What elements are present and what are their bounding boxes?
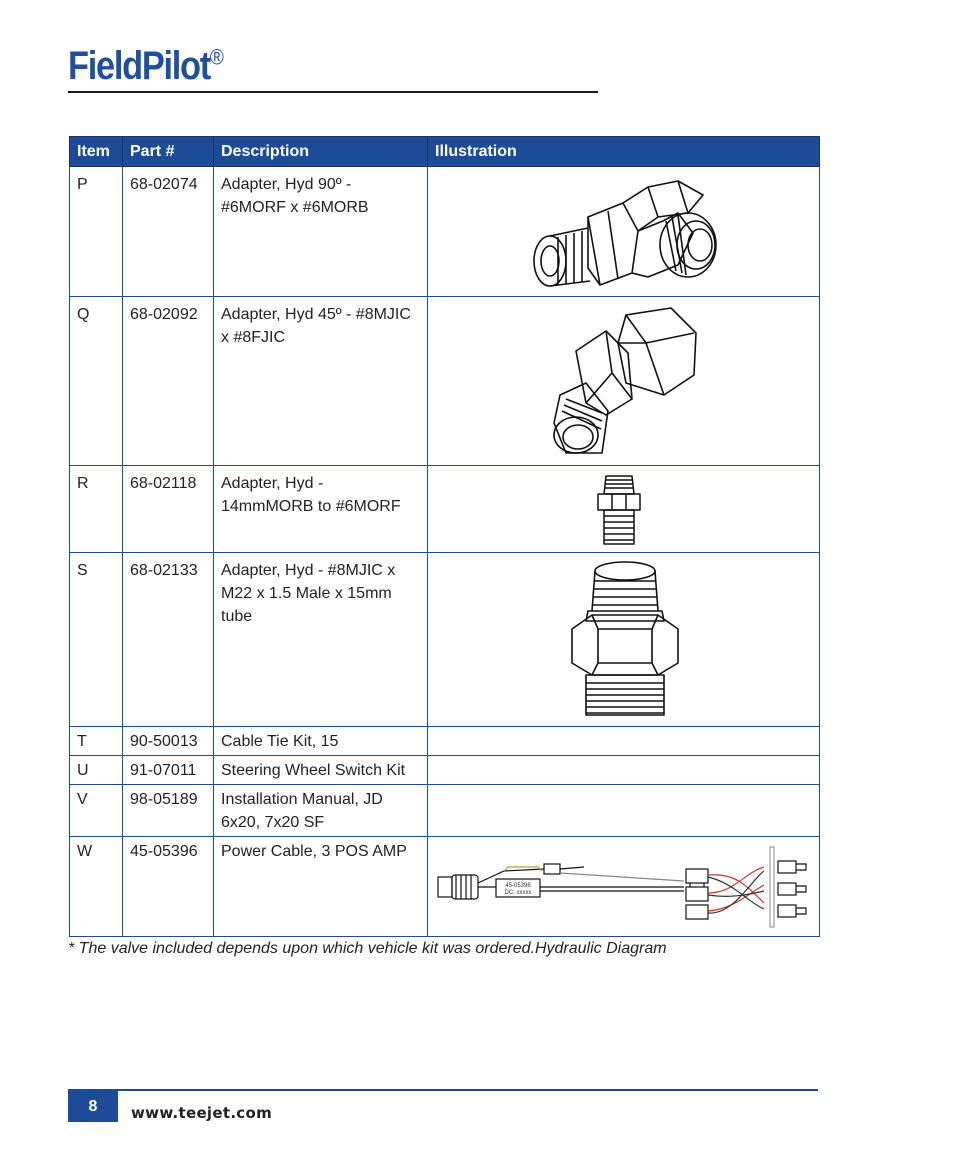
- description-cell: Adapter, Hyd 90º - #6MORF x #6MORB: [214, 167, 428, 297]
- table-row: [70, 297, 820, 466]
- illustration-cell: [428, 466, 820, 553]
- header-part: Part #: [123, 137, 214, 167]
- item-cell: V: [70, 785, 123, 837]
- description-cell: Adapter, Hyd 45º - #8MJIC x #8FJIC: [214, 297, 428, 466]
- table-row: [70, 466, 820, 553]
- table-header-row: [70, 137, 820, 167]
- part-cell: 98-05189: [123, 785, 214, 837]
- part-cell: 68-02074: [123, 167, 214, 297]
- illustration-cell: [428, 553, 820, 727]
- table-row: [70, 756, 820, 785]
- table-row: [70, 553, 820, 727]
- part-cell: 68-02092: [123, 297, 214, 466]
- illustration-cell: [428, 167, 820, 297]
- power-cable-icon: [434, 843, 814, 931]
- item-cell: P: [70, 167, 123, 297]
- elbow-45-adapter-icon: [546, 303, 701, 461]
- cable-label: 45-05396: [505, 883, 531, 889]
- registered-mark: ®: [209, 44, 224, 70]
- table-row: [70, 727, 820, 756]
- header-description: Description: [214, 137, 428, 167]
- straight-adapter-icon: [594, 472, 644, 547]
- item-cell: R: [70, 466, 123, 553]
- item-cell: U: [70, 756, 123, 785]
- description-cell: Steering Wheel Switch Kit: [214, 756, 428, 785]
- footer-divider: [68, 1089, 818, 1091]
- table-row: [70, 785, 820, 837]
- description-cell: Adapter, Hyd - 14mmMORB to #6MORF: [214, 466, 428, 553]
- parts-table: [69, 136, 820, 937]
- table-row: [70, 167, 820, 297]
- part-cell: 91-07011: [123, 756, 214, 785]
- header-illustration: Illustration: [428, 137, 820, 167]
- elbow-90-adapter-icon: [528, 173, 723, 291]
- item-cell: S: [70, 553, 123, 727]
- footnote: * The valve included depends upon which vehicle kit was ordered.Hydraulic Diagram: [68, 940, 667, 957]
- brand-logo: [68, 44, 224, 89]
- description-cell: Power Cable, 3 POS AMP: [214, 837, 428, 937]
- illustration-cell: [428, 785, 820, 837]
- illustration-cell: [428, 297, 820, 466]
- part-cell: 68-02118: [123, 466, 214, 553]
- item-cell: W: [70, 837, 123, 937]
- illustration-cell: [428, 837, 820, 937]
- description-cell: Adapter, Hyd - #8MJIC x M22 x 1.5 Male x 15mm tube: [214, 553, 428, 727]
- part-cell: 45-05396: [123, 837, 214, 937]
- brand-name: FieldPilot: [68, 44, 210, 88]
- part-cell: 90-50013: [123, 727, 214, 756]
- item-cell: Q: [70, 297, 123, 466]
- cable-sublabel: DC: xxxxx: [504, 890, 532, 896]
- description-cell: Installation Manual, JD 6x20, 7x20 SF: [214, 785, 428, 837]
- illustration-cell: [428, 727, 820, 756]
- footer-url[interactable]: www.teejet.com: [131, 1104, 273, 1122]
- item-cell: T: [70, 727, 123, 756]
- illustration-cell: [428, 756, 820, 785]
- header-item: Item: [70, 137, 123, 167]
- page-number: 8: [68, 1091, 118, 1122]
- hex-adapter-icon: [568, 559, 683, 721]
- description-cell: Cable Tie Kit, 15: [214, 727, 428, 756]
- table-row: [70, 837, 820, 937]
- part-cell: 68-02133: [123, 553, 214, 727]
- header-divider: [68, 91, 598, 93]
